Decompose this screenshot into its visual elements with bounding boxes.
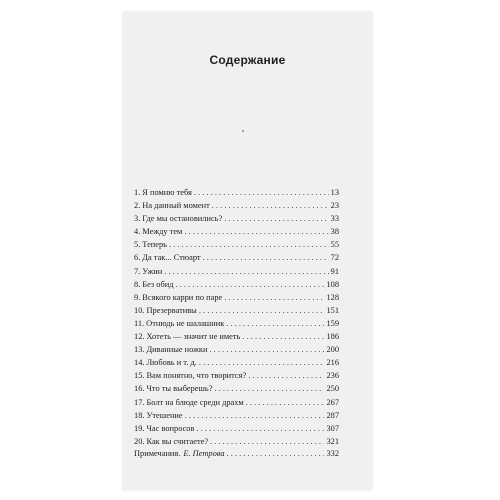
page-speck: [242, 130, 244, 132]
dot-leader: [199, 304, 325, 317]
toc-entry: [134, 238, 339, 251]
dot-leader: [176, 278, 325, 291]
dot-leader: [194, 186, 329, 199]
toc-entry-number: 6.: [134, 253, 141, 263]
toc-entry-page-number: 23: [330, 201, 339, 211]
toc-entry: [134, 304, 339, 317]
toc-entry: [134, 212, 339, 225]
toc-entry-number: 8.: [134, 279, 141, 289]
toc-entry-page-number: 159: [326, 318, 339, 328]
dot-leader: [224, 291, 324, 304]
toc-entry-page-number: 72: [330, 253, 339, 263]
toc-entry-number: 1.: [134, 188, 141, 197]
toc-entry: [134, 369, 339, 382]
toc-entry: [134, 422, 339, 435]
toc-entry-title: Ужин: [142, 266, 163, 276]
toc-entry-number: 15.: [134, 371, 145, 381]
toc-entry-page-number: 91: [330, 266, 339, 276]
toc-entry-number: 5.: [134, 240, 141, 250]
toc-entry-title: На данный момент: [142, 201, 210, 211]
toc-entry-title: Отнюдь не шалашник: [146, 318, 225, 328]
toc-entry-page-number: 307: [326, 423, 339, 433]
dot-leader: [199, 356, 325, 369]
notes-author: Е. Петрова: [183, 449, 225, 458]
toc-entry-number: 20.: [134, 436, 145, 446]
toc-entry-page-number: 38: [330, 227, 339, 237]
toc-entry: [134, 396, 339, 409]
notes-entry: [134, 449, 339, 458]
toc-entry-title: Вам понятно, что творится?: [146, 371, 247, 381]
toc-entry-number: 10.: [134, 305, 145, 315]
toc-entry-number: 7.: [134, 266, 141, 276]
toc-entry-page-number: 287: [326, 410, 339, 420]
toc-entry-page-number: 200: [326, 345, 339, 355]
toc-entry-page-number: 267: [326, 397, 339, 407]
toc-entry: [134, 278, 339, 291]
toc-entry: [134, 382, 339, 395]
dot-leader: [212, 199, 329, 212]
toc-entry: [134, 199, 339, 212]
table-of-contents: [134, 186, 339, 448]
dot-leader: [224, 212, 328, 225]
toc-entry-title: Где мы остановились?: [142, 214, 223, 224]
toc-entry-title: Час вопросов: [146, 423, 195, 433]
toc-entry-title: Я помню тебя: [142, 188, 192, 197]
toc-entry: [134, 291, 339, 304]
toc-entry-number: 3.: [134, 214, 141, 224]
toc-entry-number: 16.: [134, 384, 145, 394]
toc-entry: [134, 317, 339, 330]
dot-leader: [227, 449, 325, 458]
toc-entry-page-number: 13: [330, 188, 339, 197]
toc-entry-number: 19.: [134, 423, 145, 433]
toc-entry-title: Болт на блюде среди драхм: [146, 397, 244, 407]
toc-entry-page-number: 108: [326, 279, 339, 289]
book-page: [123, 12, 372, 490]
dot-leader: [196, 422, 324, 435]
toc-entry-page-number: 128: [326, 292, 339, 302]
toc-entry: [134, 225, 339, 238]
toc-entry-title: Теперь: [142, 240, 168, 250]
toc-entry-title: Да так... Стюарт: [142, 253, 201, 263]
toc-entry-number: 4.: [134, 227, 141, 237]
toc-entry-page-number: 151: [326, 305, 339, 315]
toc-entry-number: 9.: [134, 292, 141, 302]
dot-leader: [209, 343, 324, 356]
toc-entry: [134, 409, 339, 422]
dot-leader: [214, 382, 324, 395]
toc-entry-page-number: 33: [330, 214, 339, 224]
dot-leader: [184, 225, 328, 238]
dot-leader: [248, 369, 324, 382]
toc-entry: [134, 251, 339, 264]
toc-entry: [134, 343, 339, 356]
toc-entry-number: 14.: [134, 358, 145, 368]
dot-leader: [226, 317, 324, 330]
toc-entry-number: 13.: [134, 345, 145, 355]
toc-entry: [134, 330, 339, 343]
toc-entry-number: 18.: [134, 410, 145, 420]
toc-entry-title: Между тем: [142, 227, 183, 237]
toc-entry: [134, 435, 339, 448]
dot-leader: [246, 396, 325, 409]
toc-entry-number: 17.: [134, 397, 145, 407]
toc-entry-page-number: 216: [326, 358, 339, 368]
toc-entry-page-number: 55: [330, 240, 339, 250]
toc-entry: [134, 356, 339, 369]
toc-entry-title: Утешение: [146, 410, 183, 420]
toc-entry-title: Как вы считаете?: [146, 436, 209, 446]
notes-label: Примечания.: [134, 449, 181, 458]
toc-entry-page-number: 250: [326, 384, 339, 394]
toc-entry-page-number: 186: [326, 332, 339, 342]
toc-entry-title: Что ты выберешь?: [146, 384, 213, 394]
dot-leader: [169, 238, 329, 251]
toc-entry-page-number: 321: [326, 436, 339, 446]
dot-leader: [210, 435, 324, 448]
toc-entry-title: Любовь и т. д.: [146, 358, 197, 368]
page-title: Содержание: [209, 53, 286, 67]
toc-entry-title: Без обид: [142, 279, 174, 289]
dot-leader: [242, 330, 324, 343]
toc-entry-title: Презервативы: [146, 305, 197, 315]
toc-entry-number: 2.: [134, 201, 141, 211]
toc-entry-page-number: 236: [326, 371, 339, 381]
toc-entry: [134, 186, 339, 199]
toc-entry-number: 11.: [134, 318, 145, 328]
dot-leader: [185, 409, 325, 422]
toc-entry-title: Хотеть — значит не иметь: [146, 332, 241, 342]
dot-leader: [203, 251, 329, 264]
notes-page-number: 332: [326, 449, 339, 458]
toc-entry-number: 12.: [134, 332, 145, 342]
toc-entry-title: Всякого карри по паре: [142, 292, 223, 302]
toc-entry: [134, 265, 339, 278]
dot-leader: [164, 265, 328, 278]
toc-entry-title: Диванные ножки: [146, 345, 208, 355]
